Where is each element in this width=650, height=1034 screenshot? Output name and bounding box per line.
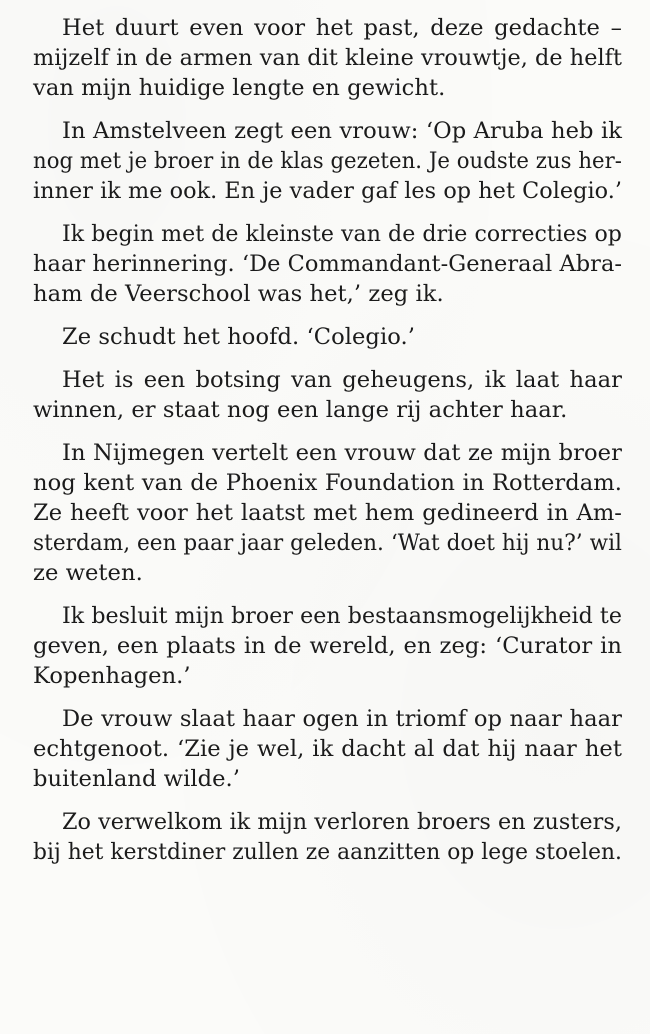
text-line: nog kent van de Phoenix Foundation in Rotterdam. — [33, 470, 622, 496]
text-line: winnen, er staat nog een lange rij achter haar. — [33, 397, 568, 423]
text-line: Zo verwelkom ik mijn verloren broers en zusters, — [62, 809, 622, 835]
paragraph — [0, 116, 650, 206]
text-line: echtgenoot. ‘Zie je wel, ik dacht al dat hij naar het — [33, 736, 622, 762]
text-line: sterdam, een paar jaar geleden. ‘Wat doet hij nu?’ wil — [33, 530, 622, 556]
text-line: Ik besluit mijn broer een bestaansmogelijkheid te — [62, 603, 622, 629]
paragraph — [0, 438, 650, 588]
text-line: ze weten. — [33, 560, 143, 586]
text-line: van mijn huidige lengte en gewicht. — [33, 75, 446, 101]
text-line: Ze schudt het hoofd. ‘Colegio.’ — [62, 324, 415, 350]
paragraph — [0, 322, 650, 352]
text-line: Ik begin met de kleinste van de drie correcties op — [62, 221, 623, 247]
text-line: geven, een plaats in de wereld, en zeg: ‘Curator in — [33, 633, 622, 659]
text-line: inner ik me ook. En je vader gaf les op het Colegio.’ — [33, 178, 623, 204]
paragraph — [0, 807, 650, 867]
text-line: Het is een botsing van geheugens, ik laat haar — [62, 367, 622, 393]
text-line: buitenland wilde.’ — [33, 766, 241, 792]
text-line: Het duurt even voor het past, deze gedachte – — [62, 15, 622, 41]
text-line: Ze heeft voor het laatst met hem gedineerd in Am- — [33, 500, 622, 526]
text-line: haar herinnering. ‘De Commandant-Generaal Abra- — [33, 251, 623, 277]
paragraph — [0, 219, 650, 309]
text-line: De vrouw slaat haar ogen in triomf op naar haar — [62, 706, 623, 732]
paragraph — [0, 704, 650, 794]
text-line: Kopenhagen.’ — [33, 663, 191, 689]
text-line: nog met je broer in de klas gezeten. Je oudste zus her- — [33, 148, 622, 174]
paragraph — [0, 601, 650, 691]
paragraph — [0, 13, 650, 103]
paragraph — [0, 365, 650, 425]
page-text — [0, 13, 650, 880]
text-line: In Nijmegen vertelt een vrouw dat ze mijn broer — [62, 440, 622, 466]
text-line: mijzelf in de armen van dit kleine vrouwtje, de helft — [33, 45, 623, 71]
text-line: bij het kerstdiner zullen ze aanzitten op lege stoelen. — [33, 839, 623, 865]
text-line: In Amstelveen zegt een vrouw: ‘Op Aruba heb ik — [62, 118, 622, 144]
text-line: ham de Veerschool was het,’ zeg ik. — [33, 281, 444, 307]
